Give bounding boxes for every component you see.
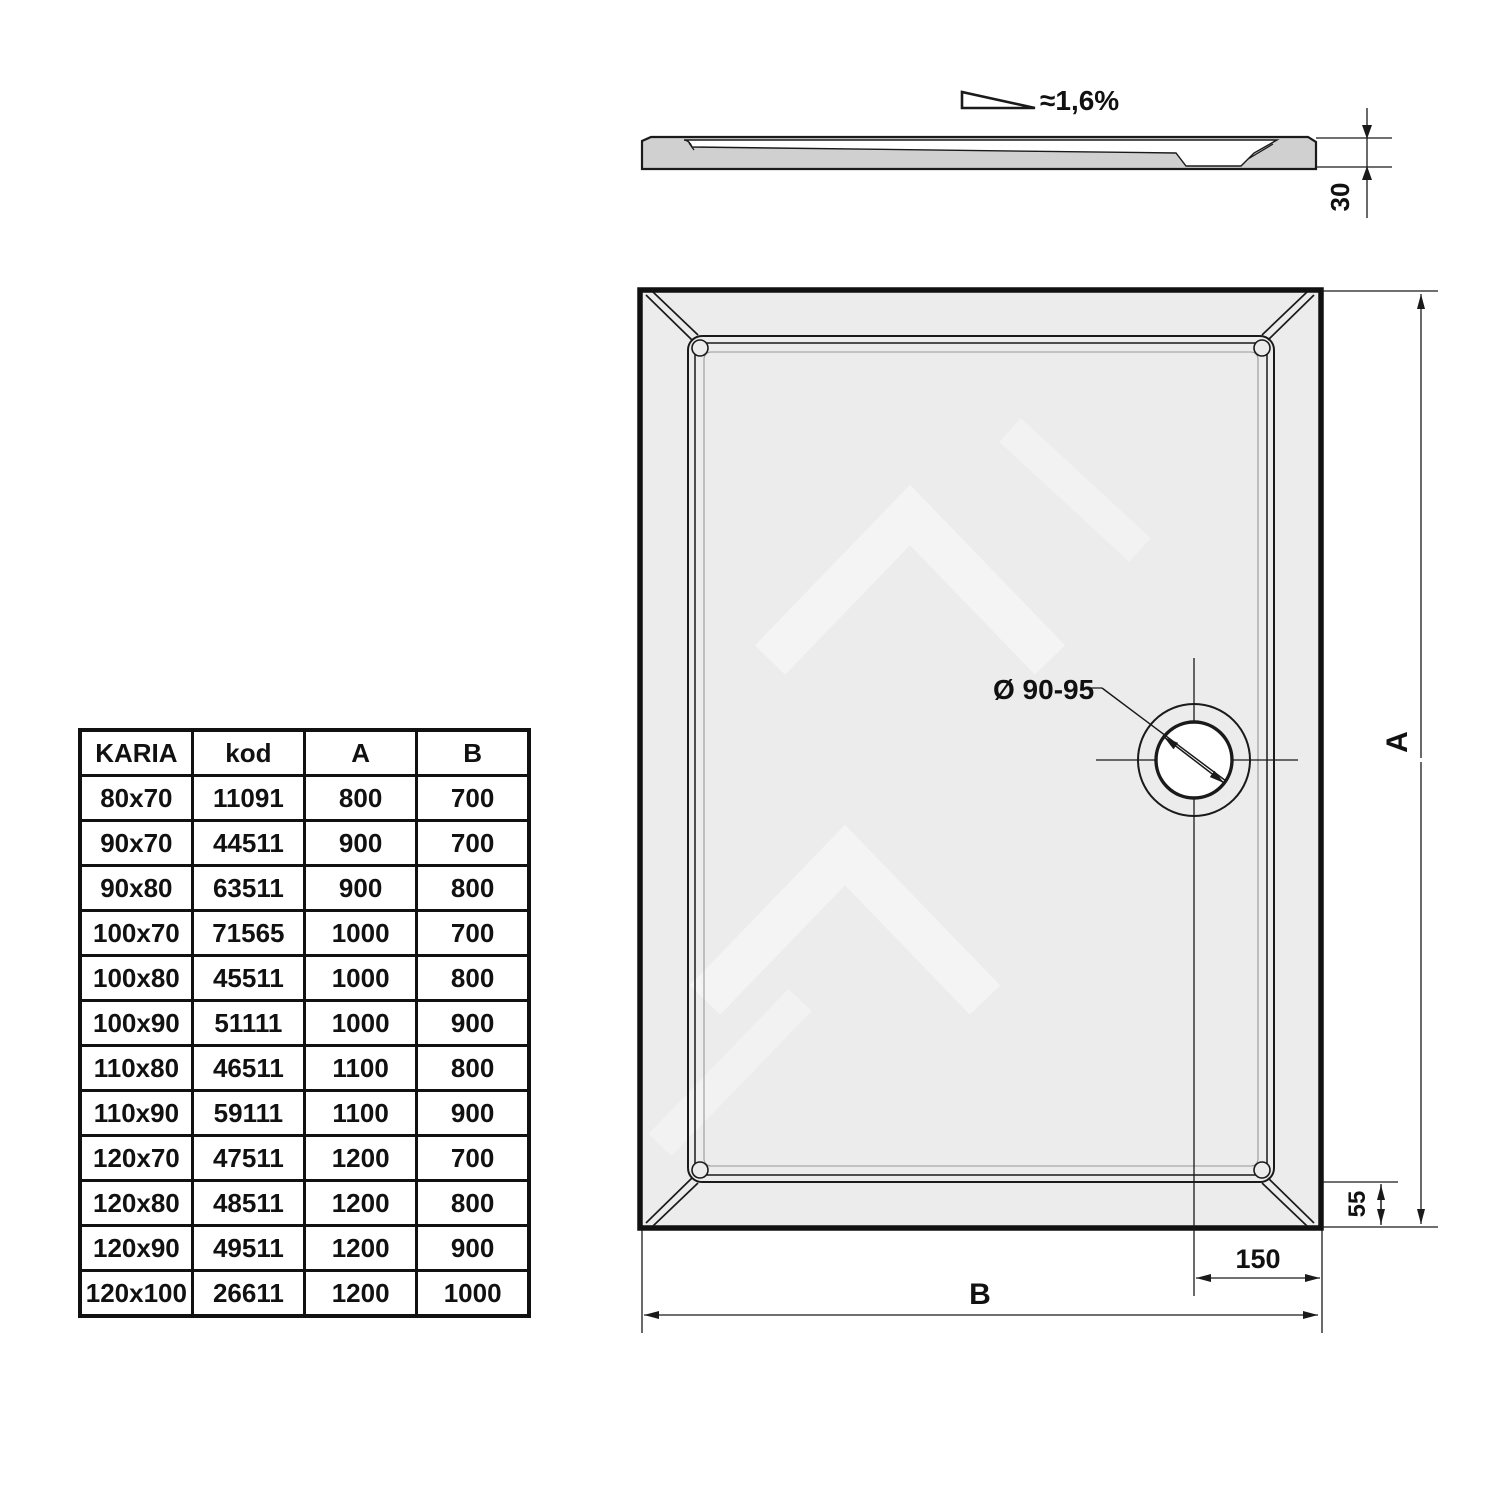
table-cell: 110x90 bbox=[80, 1091, 192, 1136]
table-cell: 120x70 bbox=[80, 1136, 192, 1181]
dim-150-label: 150 bbox=[1235, 1244, 1281, 1274]
table-cell: 700 bbox=[417, 821, 529, 866]
table-cell: 100x90 bbox=[80, 1001, 192, 1046]
table-cell: 46511 bbox=[192, 1046, 304, 1091]
table-cell: 110x80 bbox=[80, 1046, 192, 1091]
table-cell: 1200 bbox=[305, 1136, 417, 1181]
table-cell: 120x90 bbox=[80, 1226, 192, 1271]
table-cell: 800 bbox=[417, 866, 529, 911]
table-cell: 800 bbox=[305, 776, 417, 821]
table-cell: 45511 bbox=[192, 956, 304, 1001]
table-header-cell: KARIA bbox=[80, 730, 192, 776]
dim-b-label: B bbox=[969, 1278, 991, 1311]
table-cell: 1100 bbox=[305, 1091, 417, 1136]
table-cell: 26611 bbox=[192, 1271, 304, 1317]
table-cell: 80x70 bbox=[80, 776, 192, 821]
table-cell: 1200 bbox=[305, 1271, 417, 1317]
slope-label: ≈1,6% bbox=[1040, 85, 1120, 116]
table-cell: 1000 bbox=[305, 911, 417, 956]
dim-55-label: 55 bbox=[1344, 1190, 1371, 1218]
table-header-cell: kod bbox=[192, 730, 304, 776]
table-cell: 44511 bbox=[192, 821, 304, 866]
table-header-cell: A bbox=[305, 730, 417, 776]
table-cell: 1100 bbox=[305, 1046, 417, 1091]
table-cell: 59111 bbox=[192, 1091, 304, 1136]
table-cell: 1200 bbox=[305, 1226, 417, 1271]
table-cell: 63511 bbox=[192, 866, 304, 911]
table-cell: 11091 bbox=[192, 776, 304, 821]
table-cell: 100x70 bbox=[80, 911, 192, 956]
table-cell: 48511 bbox=[192, 1181, 304, 1226]
table-cell: 800 bbox=[417, 1046, 529, 1091]
table-cell: 1200 bbox=[305, 1181, 417, 1226]
dim-a-label: A bbox=[1381, 731, 1414, 753]
table-cell: 900 bbox=[417, 1226, 529, 1271]
table-cell: 1000 bbox=[417, 1271, 529, 1317]
table-cell: 900 bbox=[305, 866, 417, 911]
table-cell: 120x80 bbox=[80, 1181, 192, 1226]
arrow-icon bbox=[1362, 125, 1372, 139]
table-header-cell: B bbox=[417, 730, 529, 776]
table-cell: 1000 bbox=[305, 1001, 417, 1046]
table-cell: 700 bbox=[417, 776, 529, 821]
side-profile-view bbox=[642, 85, 1392, 218]
table-cell: 100x80 bbox=[80, 956, 192, 1001]
table-cell: 900 bbox=[417, 1091, 529, 1136]
table-cell: 900 bbox=[417, 1001, 529, 1046]
table-cell: 90x80 bbox=[80, 866, 192, 911]
top-view bbox=[640, 290, 1438, 1333]
table-cell: 800 bbox=[417, 956, 529, 1001]
table-cell: 90x70 bbox=[80, 821, 192, 866]
slope-triangle-icon bbox=[962, 92, 1035, 108]
table-cell: 49511 bbox=[192, 1226, 304, 1271]
table-cell: 1000 bbox=[305, 956, 417, 1001]
table-cell: 700 bbox=[417, 1136, 529, 1181]
table-cell: 900 bbox=[305, 821, 417, 866]
table-cell: 700 bbox=[417, 911, 529, 956]
drain-diameter-label: Ø 90-95 bbox=[993, 674, 1095, 705]
table-cell: 800 bbox=[417, 1181, 529, 1226]
table-cell: 120x100 bbox=[80, 1271, 192, 1317]
profile-height-dim: 30 bbox=[1325, 182, 1355, 212]
arrow-icon bbox=[1362, 166, 1372, 180]
table-cell: 51111 bbox=[192, 1001, 304, 1046]
table-cell: 47511 bbox=[192, 1136, 304, 1181]
table-cell: 71565 bbox=[192, 911, 304, 956]
